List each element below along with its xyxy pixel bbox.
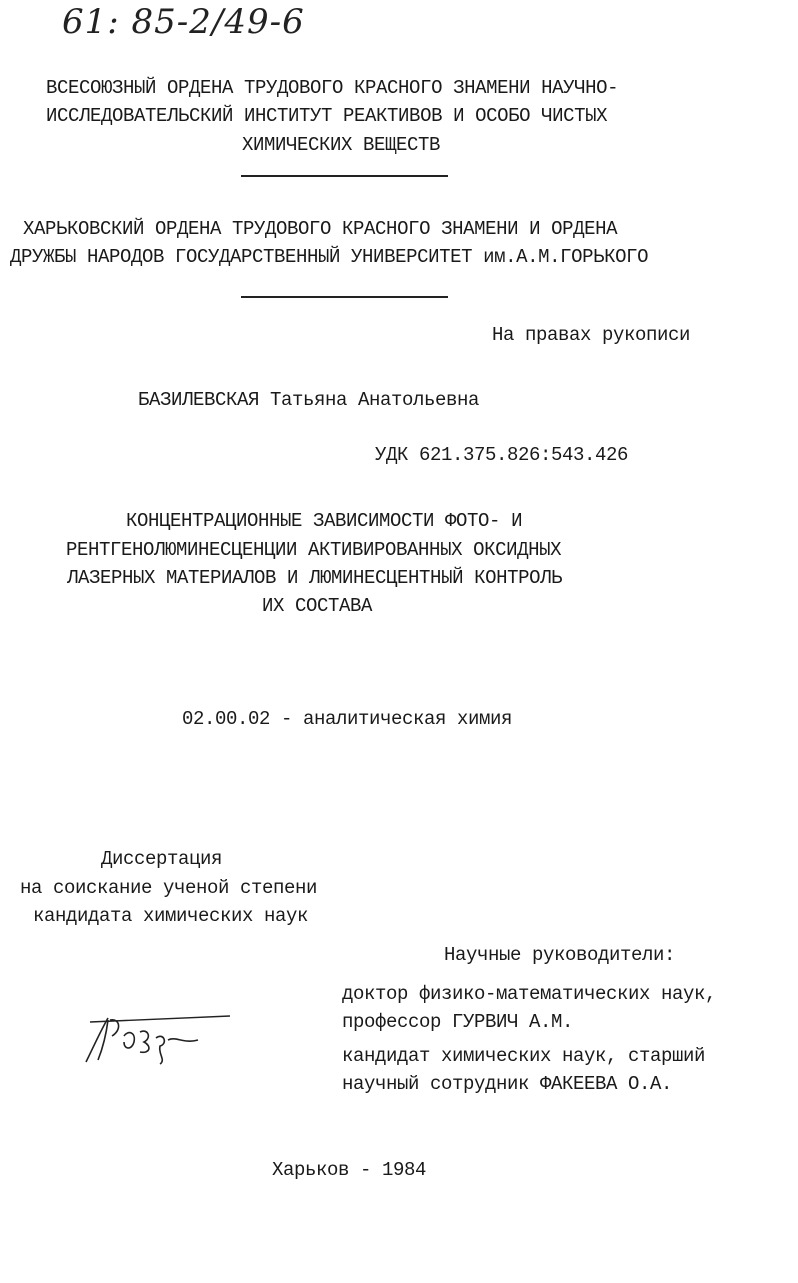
divider-rule <box>241 175 448 177</box>
institution-2-line: ДРУЖБЫ НАРОДОВ ГОСУДАРСТВЕННЫЙ УНИВЕРСИТЕТ им.А.М.ГОРЬКОГО <box>10 246 649 268</box>
institution-1-line: ВСЕСОЮЗНЫЙ ОРДЕНА ТРУДОВОГО КРАСНОГО ЗНАМЕНИ НАУЧНО- <box>46 77 619 99</box>
author-name: БАЗИЛЕВСКАЯ Татьяна Анатольевна <box>138 389 480 411</box>
degree-line: кандидата химических наук <box>33 905 309 927</box>
institution-1-line: ХИМИЧЕСКИХ ВЕЩЕСТВ <box>242 134 441 156</box>
author-signature <box>80 1010 240 1070</box>
manuscript-rights: На правах рукописи <box>492 324 691 346</box>
supervisors-heading: Научные руководители: <box>444 944 676 966</box>
udc-code: УДК 621.375.826:543.426 <box>375 444 629 466</box>
degree-line: Диссертация <box>101 848 223 870</box>
city-year: Харьков - 1984 <box>272 1159 427 1181</box>
supervisor-line: научный сотрудник ФАКЕЕВА О.А. <box>342 1073 673 1095</box>
institution-2-line: ХАРЬКОВСКИЙ ОРДЕНА ТРУДОВОГО КРАСНОГО ЗНАМЕНИ И ОРДЕНА <box>23 218 618 240</box>
specialty: 02.00.02 - аналитическая химия <box>182 708 513 730</box>
title-line: КОНЦЕНТРАЦИОННЫЕ ЗАВИСИМОСТИ ФОТО- И <box>126 510 523 532</box>
archive-code: 61: 85-2/49-6 <box>62 2 305 42</box>
title-line: ИХ СОСТАВА <box>262 595 373 617</box>
institution-1-line: ИССЛЕДОВАТЕЛЬСКИЙ ИНСТИТУТ РЕАКТИВОВ И ОСОБО ЧИСТЫХ <box>46 105 608 127</box>
title-line: ЛАЗЕРНЫХ МАТЕРИАЛОВ И ЛЮМИНЕСЦЕНТНЫЙ КОНТРОЛЬ <box>67 567 563 589</box>
divider-rule <box>241 296 448 298</box>
supervisor-line: кандидат химических наук, старший <box>342 1045 706 1067</box>
supervisor-line: профессор ГУРВИЧ А.М. <box>342 1011 574 1033</box>
degree-line: на соискание ученой степени <box>20 877 318 899</box>
title-line: РЕНТГЕНОЛЮМИНЕСЦЕНЦИИ АКТИВИРОВАННЫХ ОКСИДНЫХ <box>66 539 562 561</box>
supervisor-line: доктор физико-математических наук, <box>342 983 717 1005</box>
